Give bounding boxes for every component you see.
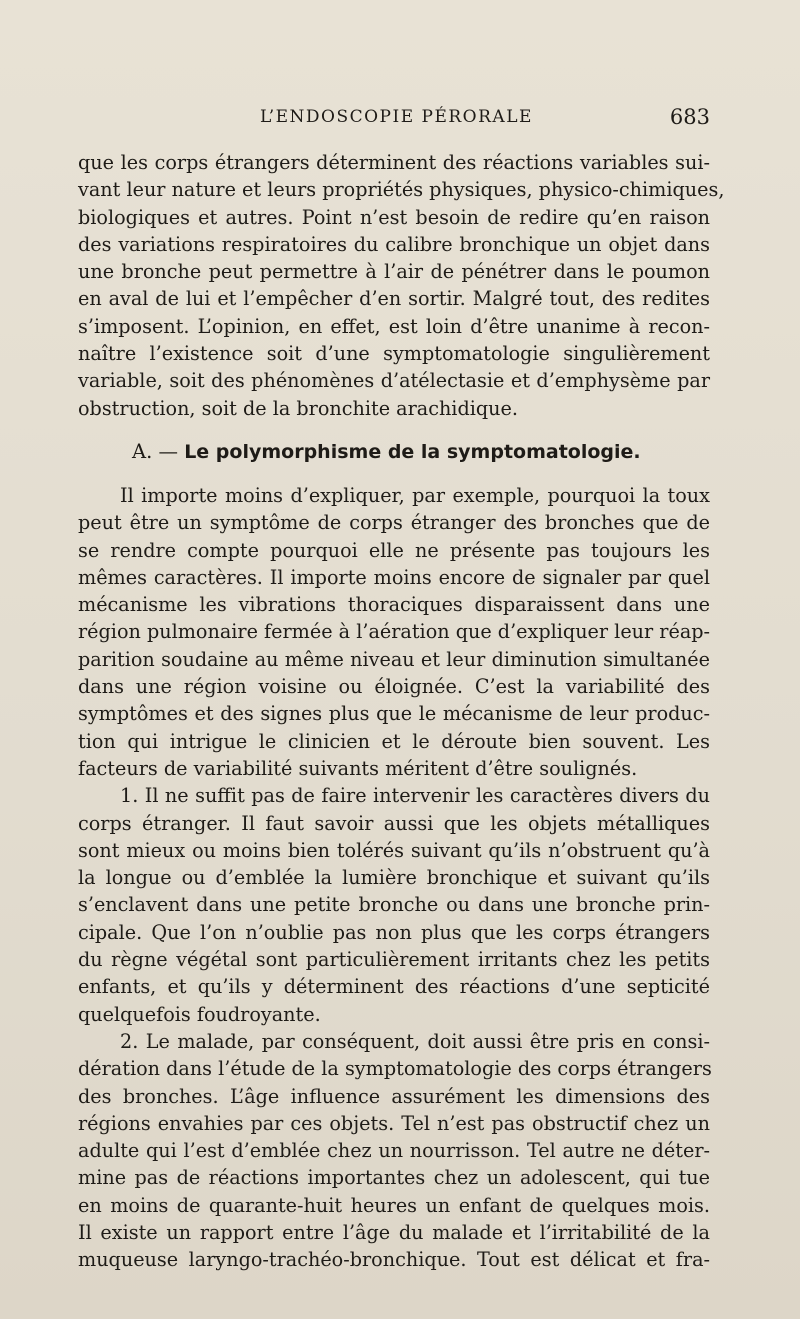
text-line: symptômes et des signes plus que le mécanisme de leur produc- [78,702,710,726]
text-line: obstruction, soit de la bronchite arachidique. [78,396,518,420]
text-line: en moins de quarante-huit heures un enfant de quelques mois. [78,1193,710,1217]
section-letter: A. — [132,440,178,463]
text-line: région pulmonaire fermée à l’aération que d’expliquer leur réap- [78,620,711,644]
section-title: Le polymorphisme de la symptomatologie. [184,441,641,463]
text-line: adulte qui l’est d’emblée chez un nourrisson. Tel autre ne déter- [78,1139,710,1163]
text-line: des bronches. L’âge influence assurément les dimensions des [78,1084,710,1108]
text-line: que les corps étrangers déterminent des réactions variables sui- [78,151,710,174]
text-line: naître l’existence soit d’une symptomatologie singulièrement [78,342,710,366]
text-line: la longue ou d’emblée la lumière bronchique et suivant qu’ils [78,866,710,890]
text-line: parition soudaine au même niveau et leur diminution simultanée [78,647,710,671]
text-line: Il importe moins d’expliquer, par exemple, pourquoi la toux [120,484,710,507]
text-line: dans une région voisine ou éloignée. C’est la variabilité des [78,675,710,699]
page-number: 683 [669,105,710,129]
text-line: du règne végétal sont particulièrement irritants chez les petits [78,948,710,972]
text-line: cipale. Que l’on n’oublie pas non plus que les corps étrangers [78,920,710,944]
text-line: 2. Le malade, par conséquent, doit aussi être pris en consi- [120,1029,710,1053]
text-line: dération dans l’étude de la symptomatologie des corps étrangers [78,1057,712,1081]
text-line: mécanisme les vibrations thoraciques disparaissent dans une [78,593,710,617]
text-line: enfants, et qu’ils y déterminent des réactions d’une septicité [78,975,710,999]
text-line: tion qui intrigue le clinicien et le déroute bien souvent. Les [78,729,710,753]
paragraph-4 [78,1028,710,1274]
text-line: mine pas de réactions importantes chez un adolescent, qui tue [78,1166,710,1190]
text-line: peut être un symptôme de corps étranger des bronches que de [78,511,710,535]
section-body [78,482,710,1274]
text-line: en aval de lui et l’empêcher d’en sortir. Malgré tout, des redites [78,287,710,311]
running-header [78,107,710,137]
text-line: se rendre compte pourquoi elle ne présente pas toujours les [78,538,710,562]
text-line: sont mieux ou moins bien tolérés suivant qu’ils n’obstruent qu’à [78,838,710,862]
text-line: muqueuse laryngo-trachéo-bronchique. Tout est délicat et fra- [78,1248,710,1272]
text-line: une bronche peut permettre à l’air de pénétrer dans le poumon [78,260,710,284]
paragraph-2 [78,482,710,782]
text-line: variable, soit des phénomènes d’atélectasie et d’emphysème par [78,369,710,393]
text-line: facteurs de variabilité suivants méritent d’être soulignés. [78,756,638,780]
text-line: quelquefois foudroyante. [78,1002,321,1026]
text-line: mêmes caractères. Il importe moins encore de signaler par quel [78,565,710,589]
running-title: L’ENDOSCOPIE PÉRORALE [260,107,533,127]
text-line: s’imposent. L’opinion, en effet, est loin d’être unanime à recon- [78,314,710,338]
text-line: 1. Il ne suffit pas de faire intervenir les caractères divers du [120,784,710,808]
text-line: des variations respiratoires du calibre bronchique un objet dans [78,232,710,256]
paragraph-3 [78,782,710,1028]
text-line: vant leur nature et leurs propriétés physiques, physico-chimiques, [78,178,725,202]
text-line: s’enclavent dans une petite bronche ou dans une bronche prin- [78,893,710,917]
text-line: biologiques et autres. Point n’est besoin de redire qu’en raison [78,205,710,229]
text-line: Il existe un rapport entre l’âge du malade et l’irritabilité de la [78,1221,710,1245]
text-line: régions envahies par ces objets. Tel n’est pas obstructif chez un [78,1111,710,1135]
section-heading [132,440,641,463]
paragraph-1 [78,149,725,422]
text-line: corps étranger. Il faut savoir aussi que les objets métalliques [78,811,710,835]
